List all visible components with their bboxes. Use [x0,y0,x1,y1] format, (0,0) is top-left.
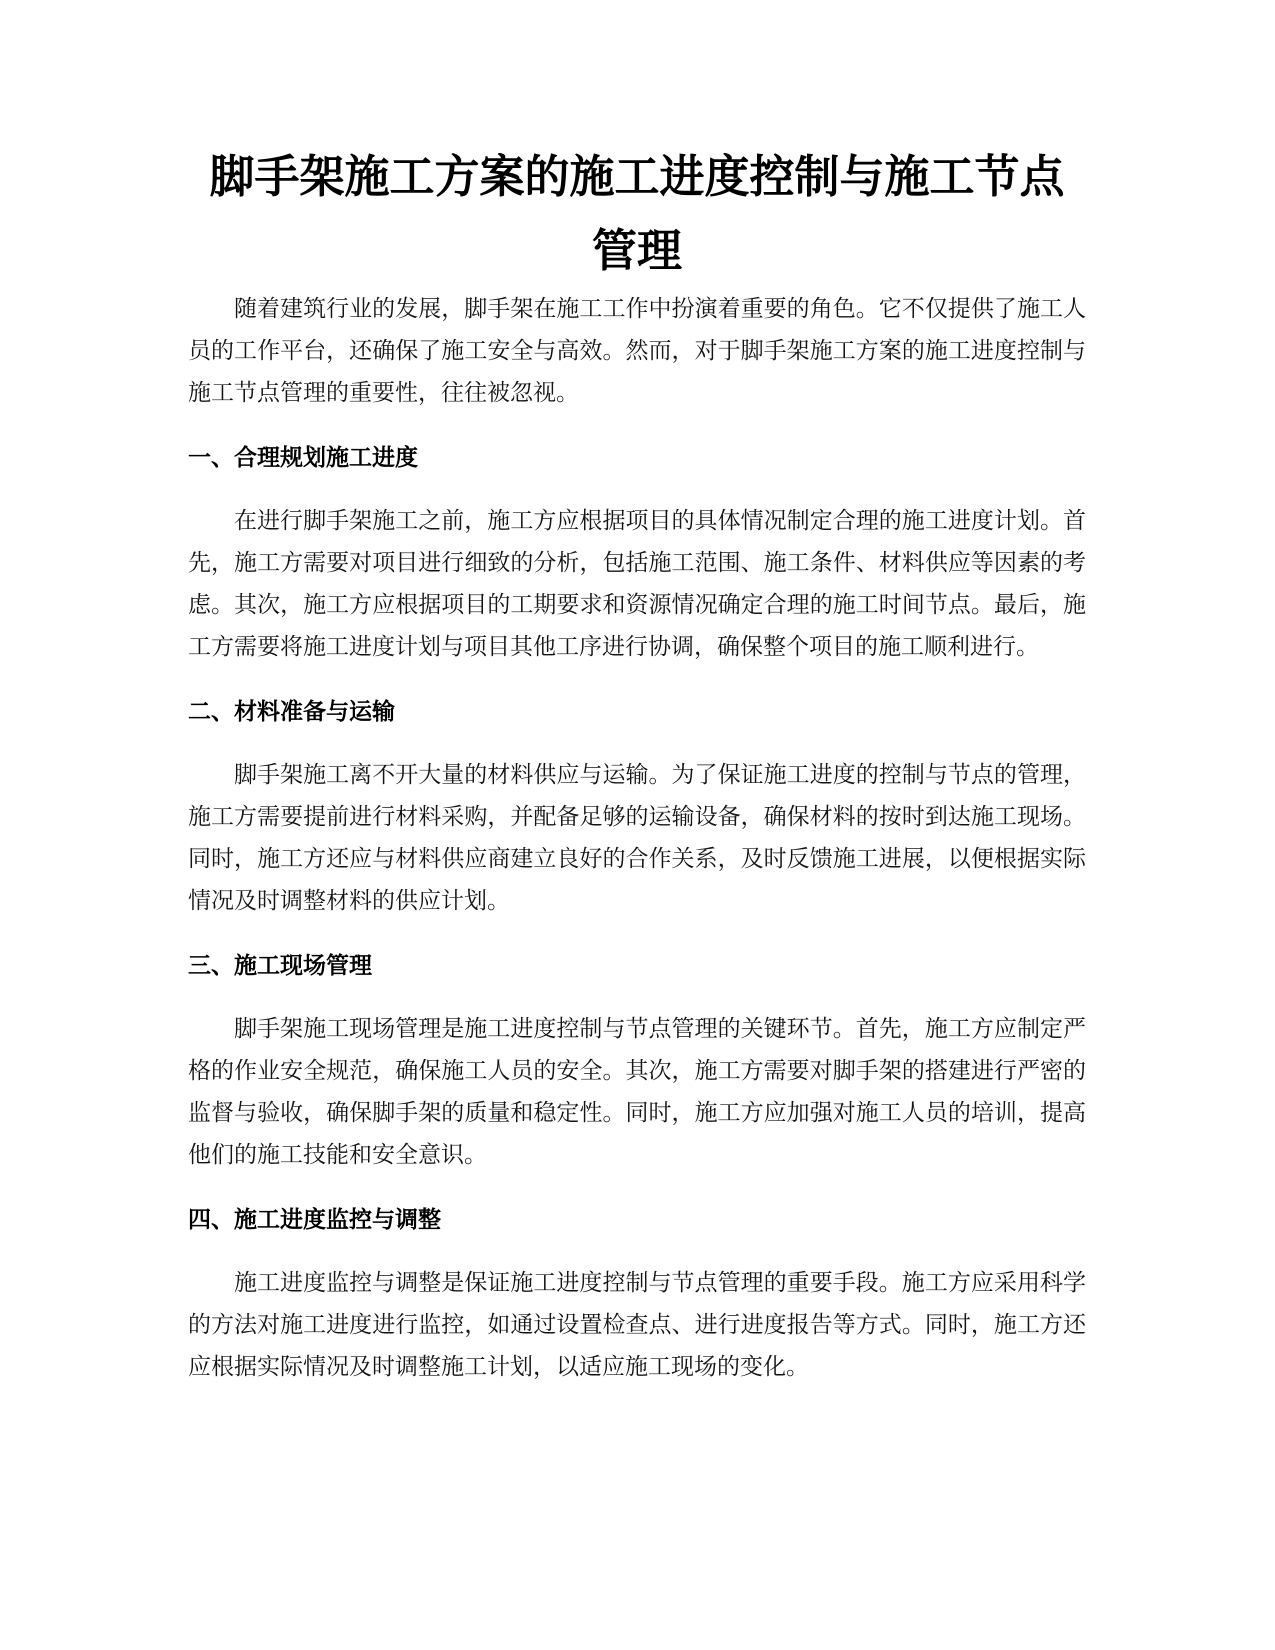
section-3 [188,950,1086,1176]
document-content [188,140,1086,1388]
document-title: 脚手架施工方案的施工进度控制与施工节点管理 [209,150,1065,277]
section-heading: 四、施工进度监控与调整 [188,1207,441,1233]
section-2 [188,696,1086,922]
section-heading: 三、施工现场管理 [188,953,372,979]
section-4 [188,1204,1086,1388]
section-paragraph: 在进行脚手架施工之前，施工方应根据项目的具体情况制定合理的施工进度计划。首先，施工方需要对项目进行细致的分析，包括施工范围、施工条件、材料供应等因素的考虑。其次，施工方应根据项目的工期要求和资源情况确定合理的施工时间节点。最后，施工方需要将施工进度计划与项目其他工序进行协调，确保整个项目的施工顺利进行。 [188,508,1086,660]
section-paragraph: 施工进度监控与调整是保证施工进度控制与节点管理的重要手段。施工方应采用科学的方法对施工进度进行监控，如通过设置检查点、进行进度报告等方式。同时，施工方还应根据实际情况及时调整施工计划，以适应施工现场的变化。 [188,1270,1086,1380]
section-heading: 一、合理规划施工进度 [188,445,418,471]
section-heading: 二、材料准备与运输 [188,699,395,725]
section-paragraph: 脚手架施工现场管理是施工进度控制与节点管理的关键环节。首先，施工方应制定严格的作业安全规范，确保施工人员的安全。其次，施工方需要对脚手架的搭建进行严密的监督与验收，确保脚手架的质量和稳定性。同时，施工方应加强对施工人员的培训，提高他们的施工技能和安全意识。 [188,1016,1086,1168]
section-1 [188,442,1086,668]
section-paragraph: 脚手架施工离不开大量的材料供应与运输。为了保证施工进度的控制与节点的管理，施工方需要提前进行材料采购，并配备足够的运输设备，确保材料的按时到达施工现场。同时，施工方还应与材料供应商建立良好的合作关系，及时反馈施工进展，以便根据实际情况及时调整材料的供应计划。 [188,762,1086,914]
intro-paragraph: 随着建筑行业的发展，脚手架在施工工作中扮演着重要的角色。它不仅提供了施工人员的工作平台，还确保了施工安全与高效。然而，对于脚手架施工方案的施工进度控制与施工节点管理的重要性，往往被忽视。 [188,296,1086,406]
